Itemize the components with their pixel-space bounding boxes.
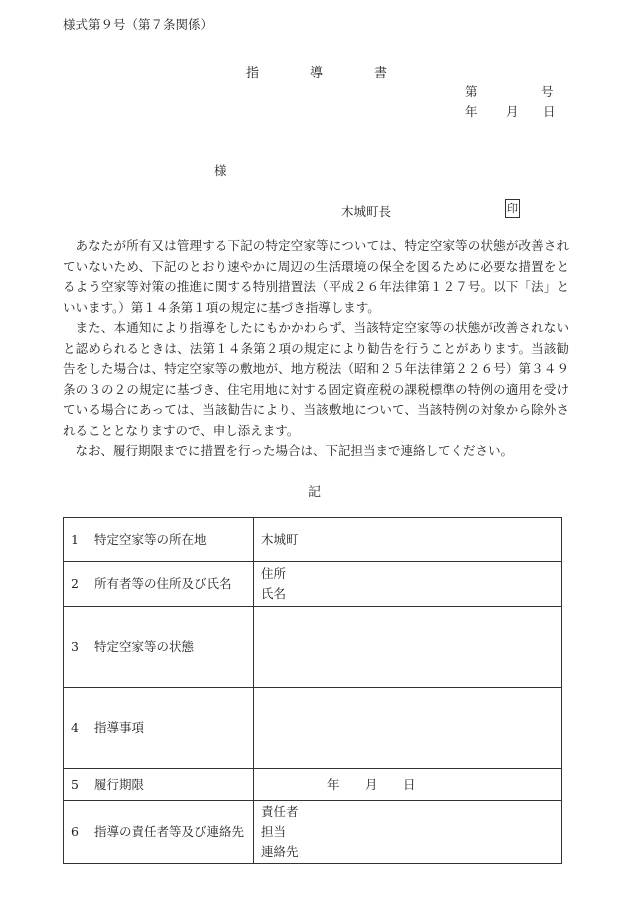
row-value [254,562,562,607]
document-number-suffix: 号 [541,84,554,99]
body-paragraph-2: また、本通知により指導をしたにもかかわらず、当該特定空家等の状態が改善されないと認められるときは、法第１４条第２項の規定により勧告を行うことがあります。当該勧告をした場合は、特定空家等の敷地が、地方税法（昭和２５年法律第２２６号）第３４９条の３の２の規定に基づき、住宅用地に対する固定資産税の課税標準の特例の適用を受けている場合にあっては、当該勧告により、当該敷地について、当該特例の対象から除外されることとなりますので、申し添えます。 [63,320,569,438]
deadline-month: 月 [365,776,378,792]
document-title-char-1: 指 [246,66,260,81]
address-label: 住所 [261,566,287,581]
ki-heading: 記 [308,485,322,500]
issuer-name: 木城町長 [341,204,392,219]
issue-date-month: 月 [506,104,519,119]
contact-label: 連絡先 [261,844,299,859]
row-value [254,518,562,562]
row-label: 2 所有者等の住所及び氏名 [64,562,254,607]
row-value [254,607,562,688]
details-table [63,517,562,864]
table-row [64,562,562,607]
table-row [64,607,562,688]
deadline-value [254,769,562,801]
issue-date-day: 日 [543,104,556,119]
seal-stamp: 印 [505,199,520,218]
table-row [64,518,562,562]
row-label: 3 特定空家等の状態 [64,607,254,688]
notice-body [63,236,569,462]
table-row [64,801,562,864]
deadline-day: 日 [403,776,416,792]
body-paragraph-1: あなたが所有又は管理する下記の特定空家等については、特定空家等の状態が改善されていないため、下記のとおり速やかに周辺の生活環境の保全を図るために必要な措置をとるよう空家等対策の推進に関する特別措置法（平成２６年法律第１２７号。以下「法」といいます。）第１４条第１項の規定に基づき指導します。 [63,238,569,315]
document-title-char-2: 導 [310,66,324,81]
deadline-year: 年 [327,776,340,792]
row-value [254,688,562,769]
location-value: 木城町 [261,531,299,547]
document-number-prefix: 第 [465,84,478,99]
name-label: 氏名 [261,586,287,601]
document-title-char-3: 書 [374,66,388,81]
addressee-suffix: 様 [214,163,227,178]
row-label: 5 履行期限 [64,769,254,801]
table-row [64,769,562,801]
table-row [64,688,562,769]
staff-label: 担当 [261,824,287,839]
row-value [254,801,562,864]
responsible-label: 責任者 [261,804,299,819]
issue-date-year: 年 [465,104,478,119]
body-paragraph-3: なお、履行期限までに措置を行った場合は、下記担当まで連絡してください。 [75,443,514,458]
form-number: 様式第９号（第７条関係） [63,17,214,32]
row-label: 4 指導事項 [64,688,254,769]
row-label: 6 指導の責任者等及び連絡先 [64,801,254,864]
row-label: 1 特定空家等の所在地 [64,518,254,562]
